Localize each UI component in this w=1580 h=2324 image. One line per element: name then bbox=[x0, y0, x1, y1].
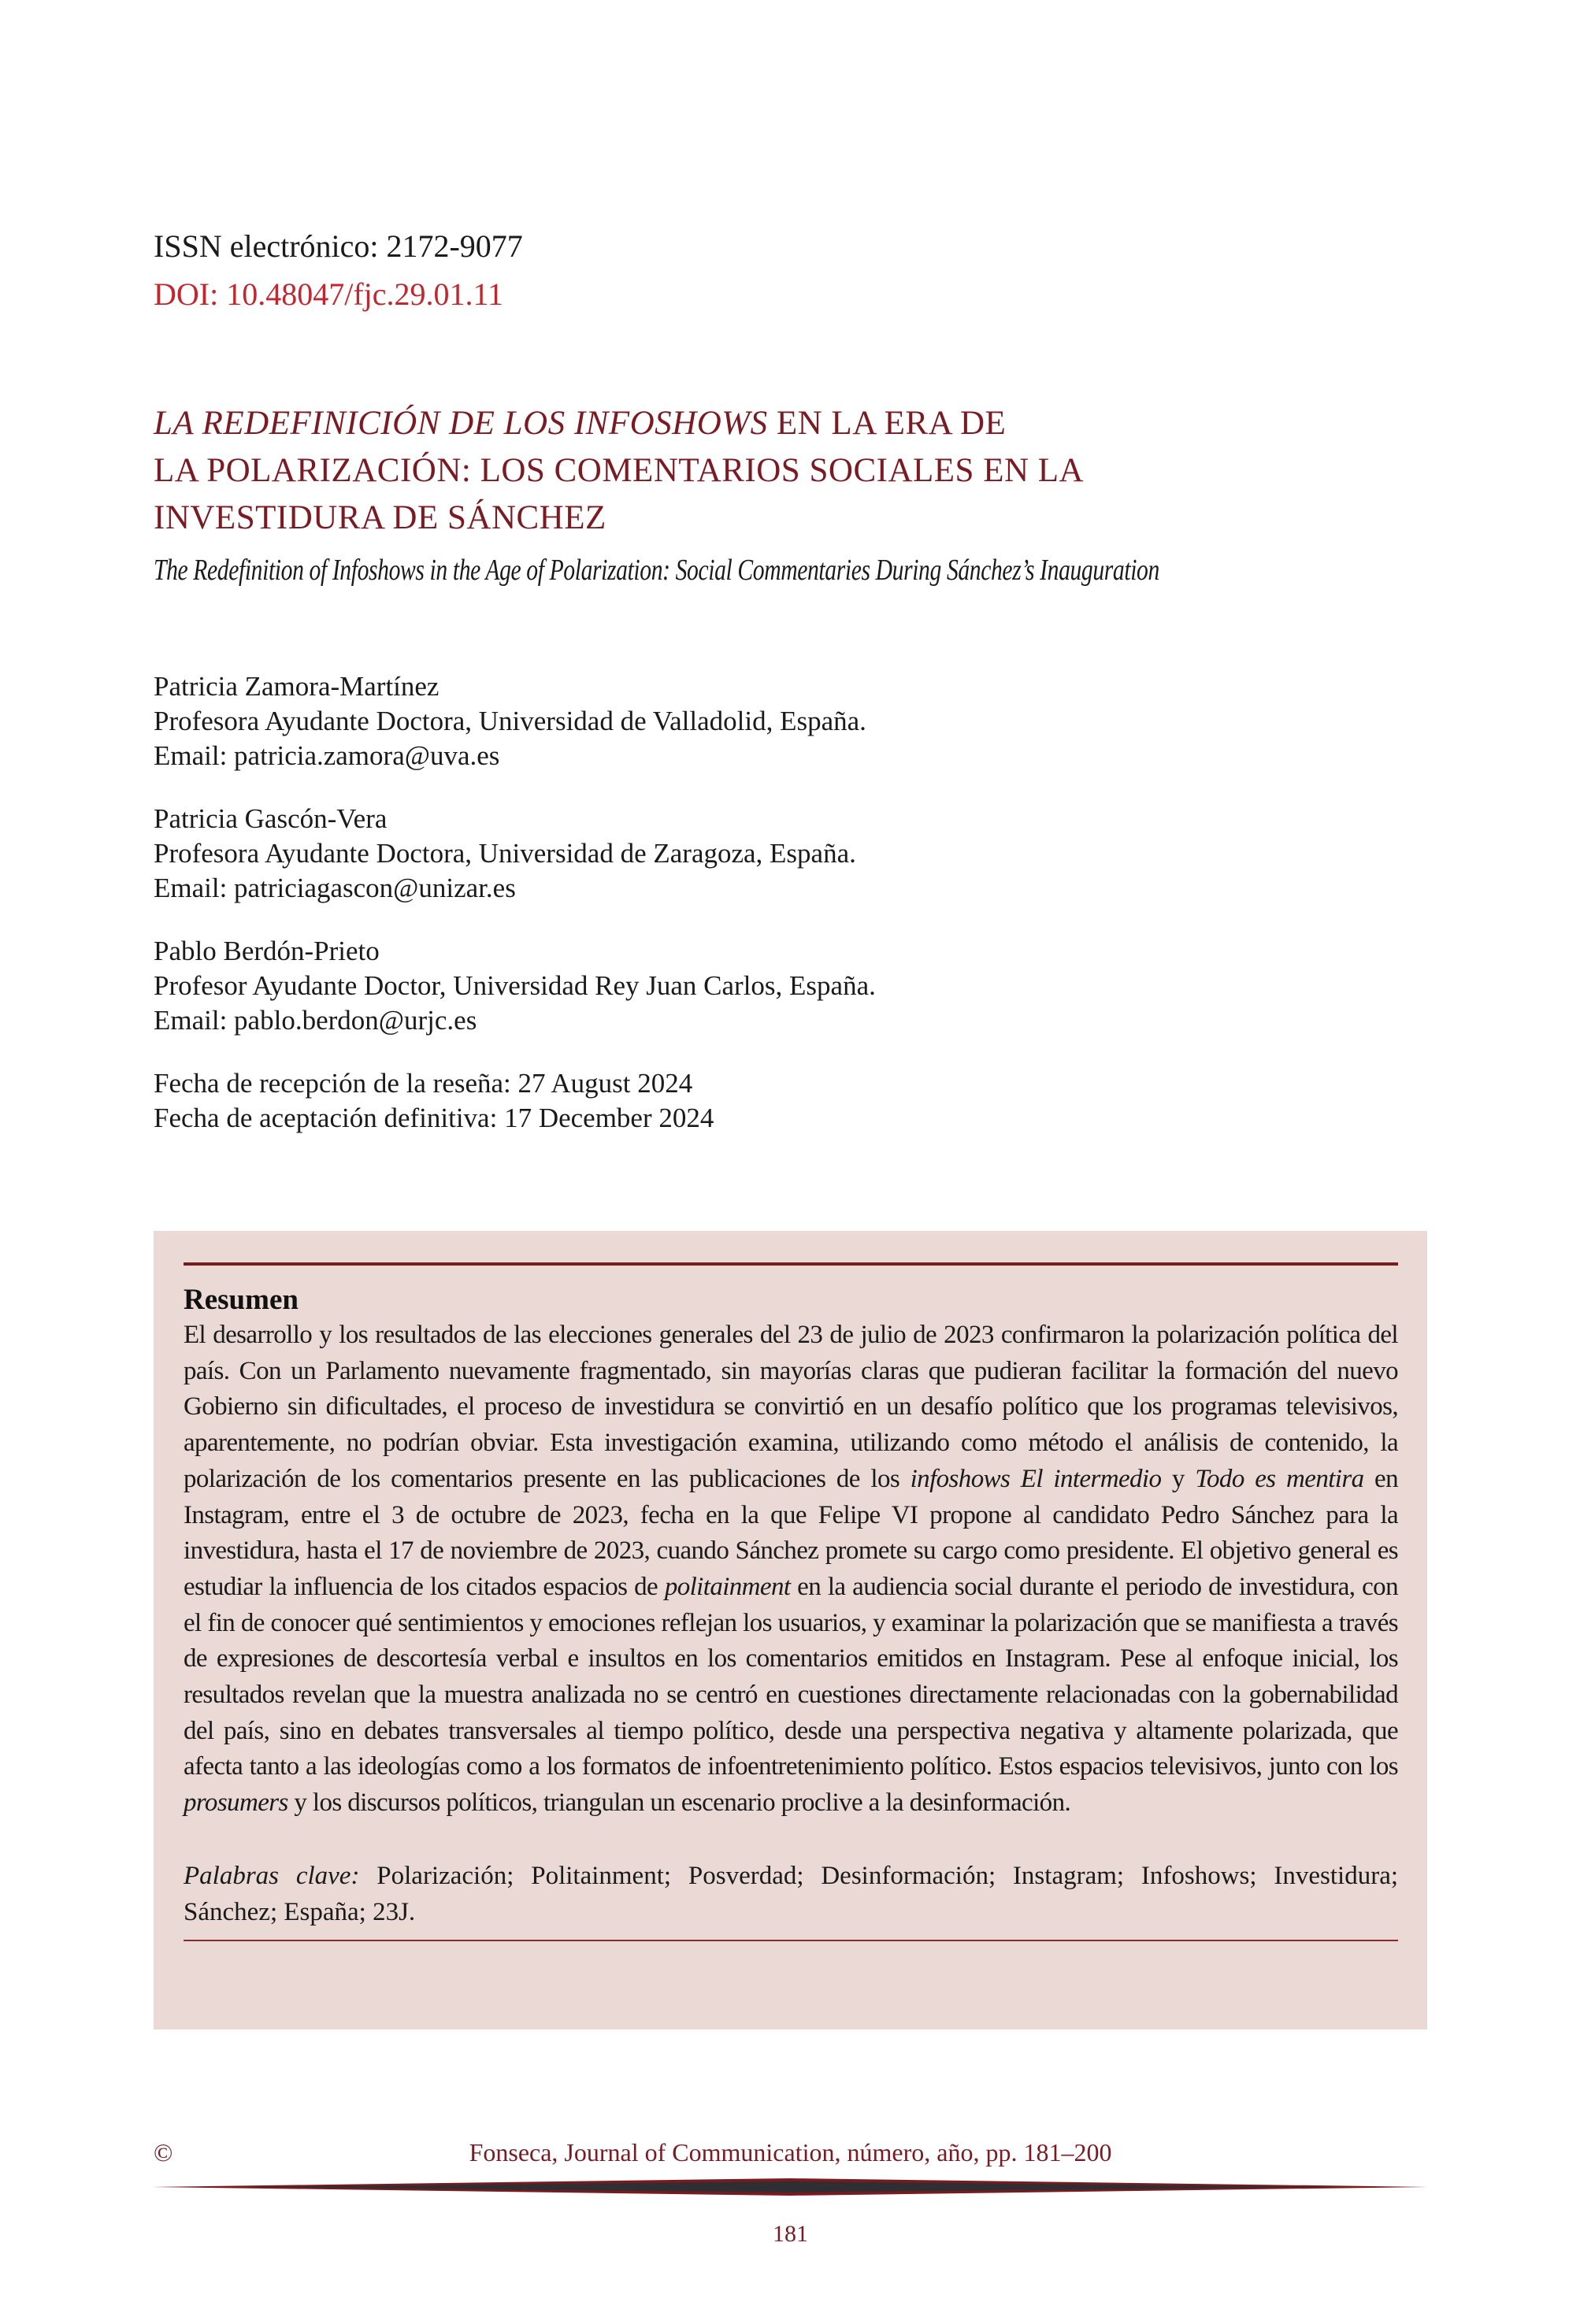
title-italic-part: LA REDEFINICIÓN DE LOS INFOSHOWS bbox=[154, 405, 768, 442]
title-line-1 bbox=[154, 400, 1430, 447]
abstract-text-part: y bbox=[1161, 1464, 1196, 1493]
abstract-emphasis: politainment bbox=[664, 1572, 791, 1601]
author-entry bbox=[154, 802, 1335, 906]
english-subtitle: The Redefinition of Infoshows in the Age of Polarization: Social Commentaries During Sánchez’s Inauguration bbox=[154, 554, 1159, 587]
doi-link[interactable]: DOI: 10.48047/fjc.29.01.11 bbox=[154, 276, 504, 312]
abstract-text bbox=[184, 1318, 1398, 1822]
keywords-label: Palabras clave: bbox=[184, 1861, 360, 1890]
title-line-1-rest: EN LA ERA DE bbox=[767, 405, 1007, 442]
abstract-emphasis: prosumers bbox=[184, 1788, 288, 1818]
copyright-icon: © bbox=[154, 2138, 173, 2166]
abstract-bottom-rule bbox=[184, 1940, 1398, 1941]
author-email[interactable]: Email: patriciagascon@unizar.es bbox=[154, 873, 516, 903]
article-title-block bbox=[154, 400, 1430, 591]
title-line-3: INVESTIDURA DE SÁNCHEZ bbox=[154, 499, 606, 536]
title-line-2: LA POLARIZACIÓN: LOS COMENTARIOS SOCIALES EN LA bbox=[154, 452, 1085, 489]
page-number: 181 bbox=[773, 2221, 808, 2247]
abstract-top-rule bbox=[184, 1262, 1398, 1266]
author-entry bbox=[154, 934, 1335, 1038]
dates-block bbox=[154, 1066, 1335, 1136]
author-email[interactable]: Email: pablo.berdon@urjc.es bbox=[154, 1005, 477, 1036]
abstract-emphasis: Todo es mentira bbox=[1195, 1464, 1364, 1493]
author-email[interactable]: Email: patricia.zamora@uva.es bbox=[154, 740, 500, 771]
accepted-date: Fecha de aceptación definitiva: 17 December 2024 bbox=[154, 1103, 714, 1133]
keywords-list: Polarización; Politainment; Posverdad; Desinformación; Instagram; Infoshows; Investidura; Sánchez; España; 23J. bbox=[184, 1861, 1399, 1926]
abstract-content bbox=[184, 1262, 1398, 1941]
abstract-box bbox=[154, 1231, 1427, 2029]
abstract-emphasis: infoshows El intermedio bbox=[910, 1464, 1162, 1493]
author-affiliation: Profesora Ayudante Doctora, Universidad de Valladolid, España. bbox=[154, 706, 866, 736]
author-affiliation: Profesor Ayudante Doctor, Universidad Rey Juan Carlos, España. bbox=[154, 970, 876, 1001]
author-affiliation: Profesora Ayudante Doctora, Universidad de Zaragoza, España. bbox=[154, 838, 856, 869]
author-name: Patricia Gascón-Vera bbox=[154, 803, 388, 834]
abstract-text-part: y los discursos políticos, triangulan un escenario proclive a la desinformación. bbox=[287, 1788, 1071, 1818]
abstract-text-part: El desarrollo y los resultados de las elecciones generales del 23 de julio de 2023 confirmaron la polarización política del país. Con un Parlamento nuevamente fragmentado, sin mayorías claras que pudieran facilitar la formación del nuevo Gobierno sin dificultades, el proceso de investidura se convirtió en un desafío político que los programas televisivos, aparentemente, no podrían obviar. Esta investigación examina, utilizando como método el análisis de contenido, la polarización de los comentarios presente en las publicaciones de los bbox=[184, 1321, 1398, 1493]
journal-citation: Fonseca, Journal of Communication, número, año, pp. 181–200 bbox=[469, 2138, 1112, 2166]
keywords bbox=[184, 1858, 1398, 1930]
issn-line: ISSN electrónico: 2172-9077 bbox=[154, 228, 523, 264]
author-name: Patricia Zamora-Martínez bbox=[154, 671, 440, 702]
authors-list bbox=[154, 669, 1335, 1136]
author-name: Pablo Berdón-Prieto bbox=[154, 936, 380, 966]
footer-divider bbox=[152, 2178, 1428, 2196]
received-date: Fecha de recepción de la reseña: 27 August 2024 bbox=[154, 1068, 693, 1099]
abstract-text-part: en la audiencia social durante el periodo de investidura, con el fin de conocer qué sentimientos y emociones reflejan los usuarios, y examinar la polarización que se manifiesta a través de expresiones de descortesía verbal e insultos en los comentarios emitidos en Instagram. Pese al enfoque inicial, los resultados revelan que la muestra analizada no se centró en cuestiones directamente relacionadas con la gobernabilidad del país, sino en debates transversales al tiempo político, desde una perspectiva negativa y altamente polarizada, que afecta tanto a las ideologías como a los formatos de infoentretenimiento político. Estos espacios televisivos, junto con los bbox=[184, 1572, 1398, 1781]
abstract-heading: Resumen bbox=[184, 1284, 299, 1316]
author-entry bbox=[154, 669, 1335, 773]
abstract-text-part: en Instagram, entre el 3 de octubre de 2023, fecha en la que Felipe VI propone al candidato Pedro Sánchez para la investidura, hasta el 17 de noviembre de 2023, cuando Sánchez promete su cargo como presidente. El objetivo general es estudiar la influencia de los citados espacios de bbox=[184, 1464, 1398, 1601]
